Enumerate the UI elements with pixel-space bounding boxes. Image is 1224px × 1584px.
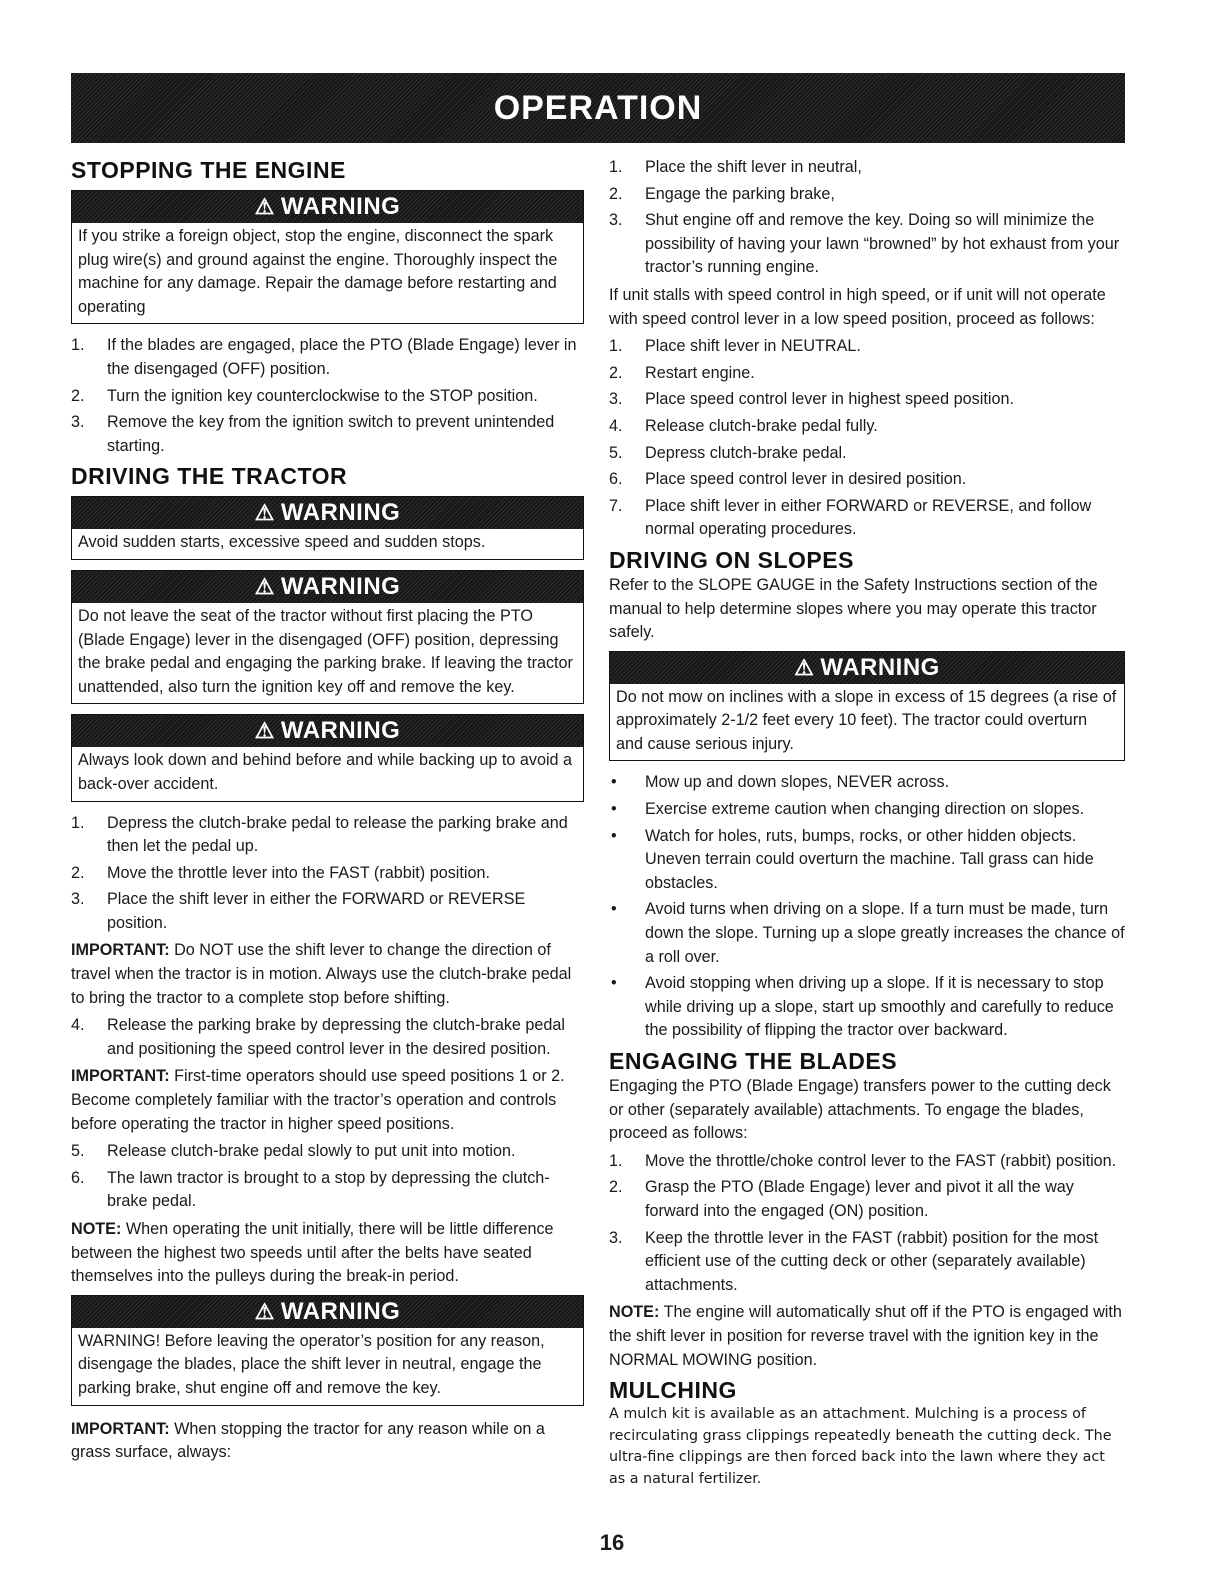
- list-item: 5. Release clutch-brake pedal slowly to put unit into motion.: [71, 1142, 516, 1161]
- list-item: 1. Place shift lever in NEUTRAL.: [609, 337, 861, 356]
- warning-text: Always look down and behind before and while backing up to avoid a back-over accident.: [78, 751, 573, 793]
- section-heading-mulching: MULCHING: [609, 1377, 737, 1404]
- warning-header: [72, 715, 583, 747]
- left-column: [71, 156, 584, 1469]
- list-item: 2. Move the throttle lever into the FAST (rabbit) position.: [71, 863, 490, 882]
- note: NOTE: When operating the unit initially, there will be little difference between the highest two speeds until after the belts have seated themselves into the pulleys during the break-in period.: [71, 1220, 554, 1286]
- warning-text: Do not mow on inclines with a slope in excess of 15 degrees (a rise of approximately 2-1/2 feet every 10 feet). The tractor could overturn and cause serious injury.: [616, 687, 1117, 753]
- warning-box: [71, 190, 584, 324]
- list-item: 2. Grasp the PTO (Blade Engage) lever and pivot it all the way forward into the engaged (ON) position.: [609, 1178, 1074, 1220]
- list-item: 3. Shut engine off and remove the key. Doing so will minimize the possibility of having your lawn “browned” by hot exhaust from your tractor’s running engine.: [609, 211, 1120, 277]
- warning-header: [610, 652, 1124, 684]
- list-item: 3. Place speed control lever in highest speed position.: [609, 390, 1014, 409]
- important-note: IMPORTANT: Do NOT use the shift lever to change the direction of travel when the tractor is in motion. Always use the clutch-brake pedal to bring the tractor to a complete stop before shifting.: [71, 941, 572, 1007]
- list-item: • Avoid stopping when driving up a slope. If it is necessary to stop while driving up a slope, start up smoothly and carefully to reduce the possibility of flipping the tractor over backward.: [611, 974, 1114, 1040]
- driving-steps-continued: [71, 1014, 584, 1061]
- warning-header: [72, 571, 583, 603]
- warning-label: WARNING: [820, 653, 940, 681]
- page-title: OPERATION: [493, 88, 703, 127]
- warning-label: WARNING: [280, 572, 401, 600]
- important-note: IMPORTANT: When stopping the tractor for any reason while on a grass surface, always:: [71, 1419, 545, 1462]
- warning-box: [71, 714, 584, 801]
- warning-label: WARNING: [280, 193, 401, 220]
- warning-triangle-icon: ⚠: [254, 718, 275, 744]
- right-column: [609, 156, 1125, 1491]
- stall-paragraph: If unit stalls with speed control in high speed, or if unit will not operate with speed control lever in a low speed position, proceed as follows:: [609, 285, 1106, 328]
- warning-text: If you strike a foreign object, stop the engine, disconnect the spark plug wire(s) and ground against the engine. Thoroughly inspect the machine for any damage. Repair the damage before restarting and operating: [78, 227, 558, 316]
- list-item: 6. Place speed control lever in desired position.: [609, 470, 967, 489]
- warning-triangle-icon: ⚠: [254, 194, 275, 219]
- stop-on-grass-steps: [609, 156, 1125, 280]
- list-item: 2. Engage the parking brake,: [609, 184, 835, 203]
- warning-header: [72, 1296, 583, 1328]
- section-heading-driving-slopes: DRIVING ON SLOPES: [609, 546, 854, 573]
- slope-bullets: [609, 771, 1125, 1043]
- list-item: 2. Restart engine.: [609, 363, 755, 382]
- section-heading-engaging-blades: ENGAGING THE BLADES: [609, 1048, 898, 1074]
- note: NOTE: The engine will automatically shut off if the PTO is engaged with the shift lever in position for reverse travel with the ignition key in the NORMAL MOWING position.: [609, 1303, 1122, 1369]
- warning-triangle-icon: ⚠: [794, 654, 815, 680]
- stall-steps: [609, 335, 1125, 542]
- warning-box: [71, 1295, 584, 1406]
- list-item: 5. Depress clutch-brake pedal.: [609, 443, 847, 462]
- list-item: 6. The lawn tractor is brought to a stop by depressing the clutch-brake pedal.: [71, 1168, 550, 1211]
- list-item: 4. Release clutch-brake pedal fully.: [609, 416, 878, 435]
- page-banner: [71, 73, 1125, 143]
- warning-triangle-icon: ⚠: [254, 573, 275, 599]
- warning-triangle-icon: ⚠: [254, 1298, 275, 1324]
- section-heading-stopping-engine: STOPPING THE ENGINE: [71, 157, 346, 183]
- list-item: • Avoid turns when driving on a slope. If a turn must be made, turn down the slope. Turning up a slope greatly increases the chance of a roll over.: [611, 900, 1125, 966]
- warning-label: WARNING: [280, 1297, 401, 1325]
- driving-steps: [71, 812, 584, 936]
- warning-triangle-icon: ⚠: [254, 500, 275, 526]
- list-item: 7. Place shift lever in either FORWARD or REVERSE, and follow normal operating procedures.: [609, 496, 1092, 539]
- list-item: 1. Depress the clutch-brake pedal to release the parking brake and then let the pedal up.: [71, 813, 568, 856]
- driving-steps-continued: [71, 1140, 584, 1214]
- warning-box: [71, 496, 584, 560]
- list-item: 3. Remove the key from the ignition switch to prevent unintended starting.: [71, 413, 555, 455]
- warning-text: Do not leave the seat of the tractor without first placing the PTO (Blade Engage) lever in the disengaged (OFF) position, depressing the brake pedal and engaging the parking brake. If leaving the tractor unattended, also turn the ignition key off and remove the key.: [78, 606, 573, 696]
- blades-intro: Engaging the PTO (Blade Engage) transfers power to the cutting deck or other (separately available) attachments. To engage the blades, proceed as follows:: [609, 1077, 1111, 1143]
- important-note: IMPORTANT: First-time operators should use speed positions 1 or 2. Become completely familiar with the tractor’s operation and controls before operating the tractor in higher speed positions.: [71, 1067, 565, 1133]
- warning-label: WARNING: [280, 717, 401, 745]
- list-item: 1. Move the throttle/choke control lever to the FAST (rabbit) position.: [609, 1151, 1117, 1170]
- list-item: 4. Release the parking brake by depressing the clutch-brake pedal and positioning the speed control lever in the desired position.: [71, 1016, 566, 1058]
- list-item: 1. If the blades are engaged, place the PTO (Blade Engage) lever in the disengaged (OFF) position.: [71, 336, 577, 378]
- page-number: 16: [599, 1530, 625, 1555]
- warning-label: WARNING: [280, 499, 401, 527]
- warning-header: [72, 497, 583, 529]
- mulching-text: A mulch kit is available as an attachment. Mulching is a process of recirculating grass clippings repeatedly beneath the cutting deck. The ultra-fine clippings are then forced back into the lawn where they act as a natural fertilizer.: [609, 1406, 1112, 1487]
- list-item: • Exercise extreme caution when changing direction on slopes.: [611, 800, 1085, 819]
- blades-steps: [609, 1150, 1125, 1298]
- list-item: 2. Turn the ignition key counterclockwise to the STOP position.: [71, 386, 538, 405]
- warning-box: [71, 570, 584, 704]
- warning-text: Avoid sudden starts, excessive speed and sudden stops.: [78, 533, 486, 552]
- stopping-steps: [71, 334, 584, 458]
- list-item: • Watch for holes, ruts, bumps, rocks, or other hidden objects. Uneven terrain could overturn the machine. Tall grass can hide obstacles.: [611, 826, 1094, 892]
- warning-text: WARNING! Before leaving the operator’s position for any reason, disengage the blades, place the shift lever in neutral, engage the parking brake, shut engine off and remove the key.: [78, 1331, 545, 1397]
- list-item: • Mow up and down slopes, NEVER across.: [611, 773, 950, 792]
- list-item: 3. Keep the throttle lever in the FAST (rabbit) position for the most efficient use of the cutting deck or other (separately available) attachments.: [609, 1228, 1099, 1294]
- list-item: 1. Place the shift lever in neutral,: [609, 158, 862, 176]
- section-heading-driving-tractor: DRIVING THE TRACTOR: [71, 463, 348, 490]
- list-item: 3. Place the shift lever in either the FORWARD or REVERSE position.: [71, 890, 526, 932]
- slopes-intro: Refer to the SLOPE GAUGE in the Safety Instructions section of the manual to help determine slopes where you may operate this tractor safely.: [609, 575, 1098, 642]
- warning-box: [609, 651, 1125, 762]
- warning-header: [72, 191, 583, 223]
